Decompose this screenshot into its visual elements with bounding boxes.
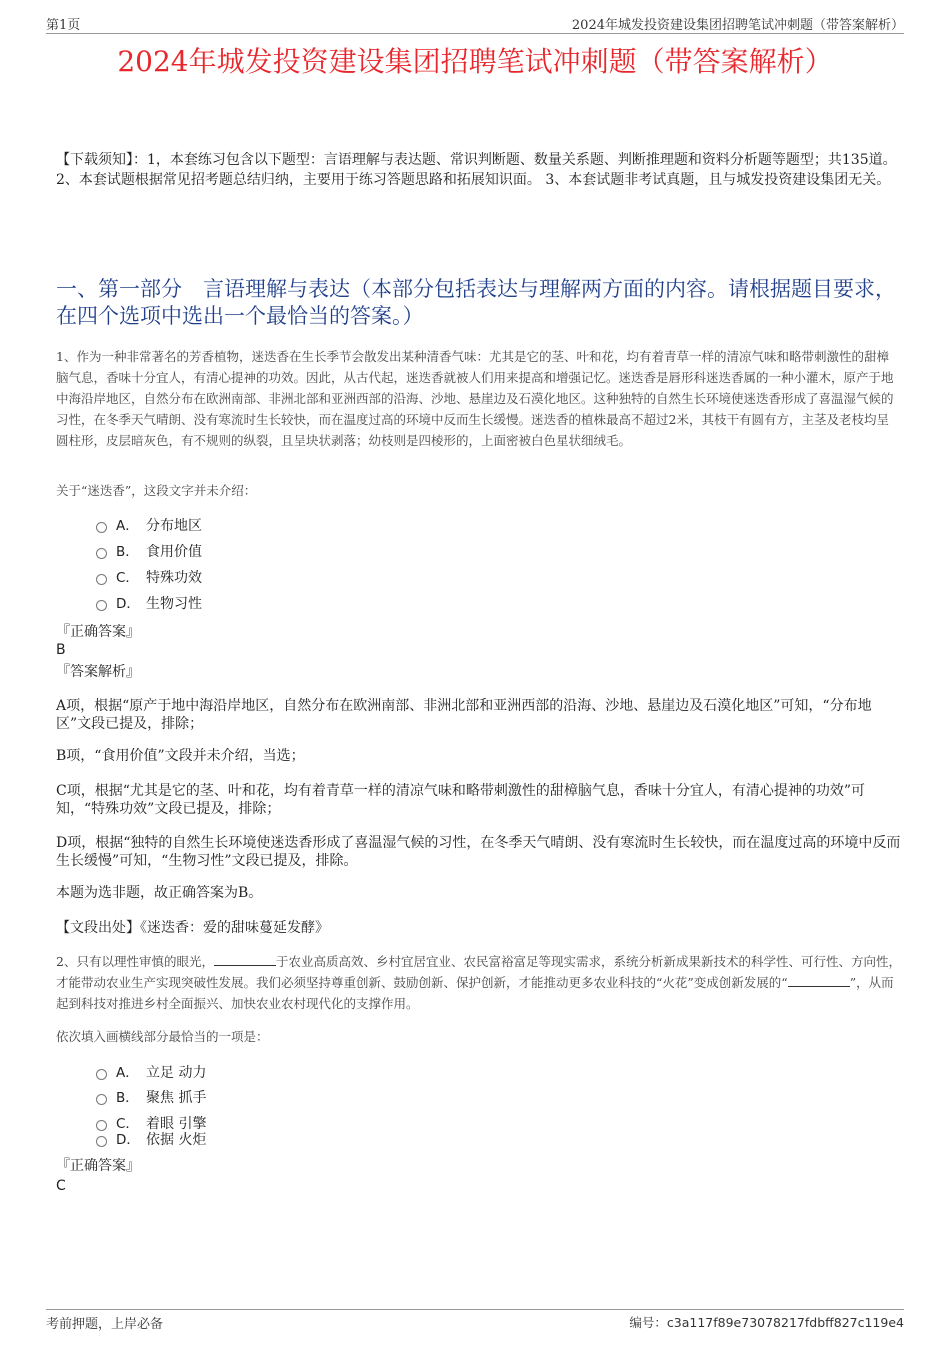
q1-source: 【文段出处】《迷迭香：爱的甜味蔓延发酵》 <box>56 920 329 936</box>
fill-blank-1 <box>214 953 276 966</box>
footer-slogan: 考前押题，上岸必备 <box>46 1317 164 1332</box>
document-code: 编号：c3a117f89e73078217fdbff827c119e4 <box>629 1315 904 1330</box>
q1-option-c[interactable]: C． 特殊功效 <box>96 568 202 588</box>
q1-analysis-a: A项，根据“原产于地中海沿岸地区，自然分布在欧洲南部、非洲北部和亚洲西部的沿海、沙地、悬崖边及石漠化地区”可知，“分布地区”文段已提及，排除； <box>56 698 872 732</box>
radio-icon[interactable] <box>96 1069 107 1080</box>
download-notice: 【下载须知】：1，本套练习包含以下题型：言语理解与表达题、常识判断题、数量关系题、判断推理题和资料分析题等题型；共135道。 2、本套试题根据常见招考题总结归纳，主要用于练习答题思路和拓展知识面。 3、本套试题非考试真题，且与城发投资建设集团无关。 <box>56 152 897 188</box>
header-divider <box>46 33 904 34</box>
radio-icon[interactable] <box>96 574 107 585</box>
radio-icon[interactable] <box>96 1136 107 1147</box>
section-heading: 一、第一部分 言语理解与表达（本部分包括表达与理解两方面的内容。请根据题目要求，在四个选项中选出一个最恰当的答案。） <box>56 277 896 328</box>
q1-analysis-b: B项，“食用价值”文段并未介绍，当选； <box>56 748 305 764</box>
q2-option-d[interactable]: D． 依据 火炬 <box>96 1130 206 1150</box>
q1-analysis-d: D项，根据“独特的自然生长环境使迷迭香形成了喜温湿气候的习性，在冬季天气晴朗、没有寒流时生长较快，而在温度过高的环境中反而生长缓慢”可知，“生物习性”文段已提及，排除。 <box>56 835 901 869</box>
q2-option-c[interactable]: C． 着眼 引擎 <box>96 1114 206 1134</box>
q1-option-a[interactable]: A． 分布地区 <box>96 516 202 536</box>
q2-option-a[interactable]: A． 立足 动力 <box>96 1063 206 1083</box>
fill-blank-2 <box>788 974 850 987</box>
document-title: 2024年城发投资建设集团招聘笔试冲刺题（带答案解析） <box>117 45 833 78</box>
page-number: 第1页 <box>46 18 81 33</box>
question-1-stem: 1、作为一种非常著名的芳香植物，迷迭香在生长季节会散发出某种清香气味：尤其是它的茎、叶和花，均有着青草一样的清凉气味和略带刺激性的甜樟脑气息，香味十分宜人，有清心提神的功效。因此，从古代起，迷迭香就被人们用来提高和增强记忆。迷迭香是唇形科迷迭香属的一种小灌木，原产于地中海沿岸地区，自然分布在欧洲南部、非洲北部和亚洲西部的沿海、沙地、悬崖边及石漠化地区。这种独特的自然生长环境使迷迭香形成了喜温湿气候的习性，在冬季天气晴朗、没有寒流时生长较快，而在温度过高的环境中反而生长缓慢。迷迭香的植株最高不超过2米，其枝干有圆有方，主茎及老枝均呈圆柱形，皮层暗灰色，有不规则的纵裂，且呈块状剥落；幼枝则是四棱形的，上面密被白色星状细绒毛。 <box>56 349 894 448</box>
question-2-prompt: 依次填入画横线部分最恰当的一项是： <box>56 1029 269 1044</box>
q2-answer-label: 『正确答案』 <box>56 1158 140 1174</box>
q1-analysis-conclusion: 本题为选非题，故正确答案为B。 <box>56 885 263 901</box>
question-2-stem: 2、只有以理性审慎的眼光， 于农业高质高效、乡村宜居宜业、农民富裕富足等现实需求，系统分析新成果新技术的科学性、可行性、方向性，才能带动农业生产实现突破性发展。我们必须坚持尊重创新、鼓励创新、保护创新，才能推动更多农业科技的“火花”变成创新发展的“ ”，从而起到科技对推进乡村全面振兴、加快农业农村现代化的支撑作用。 <box>56 954 901 1011</box>
radio-icon[interactable] <box>96 522 107 533</box>
radio-icon[interactable] <box>96 600 107 611</box>
q1-option-b[interactable]: B． 食用价值 <box>96 542 202 562</box>
radio-icon[interactable] <box>96 548 107 559</box>
q1-analysis-label: 『答案解析』 <box>56 664 140 680</box>
q1-answer-label: 『正确答案』 <box>56 624 140 640</box>
q2-answer: C <box>56 1178 66 1194</box>
footer-divider <box>46 1309 904 1310</box>
q1-answer: B <box>56 642 66 658</box>
running-header-title: 2024年城发投资建设集团招聘笔试冲刺题（带答案解析） <box>571 18 904 33</box>
q2-option-b[interactable]: B． 聚焦 抓手 <box>96 1088 206 1108</box>
q1-analysis-c: C项，根据“尤其是它的茎、叶和花，均有着青草一样的清凉气味和略带刺激性的甜樟脑气息，香味十分宜人，有清心提神的功效”可知，“特殊功效”文段已提及，排除； <box>56 783 866 817</box>
radio-icon[interactable] <box>96 1094 107 1105</box>
q1-option-d[interactable]: D． 生物习性 <box>96 594 202 614</box>
question-1-prompt: 关于“迷迭香”，这段文字并未介绍： <box>56 483 257 498</box>
